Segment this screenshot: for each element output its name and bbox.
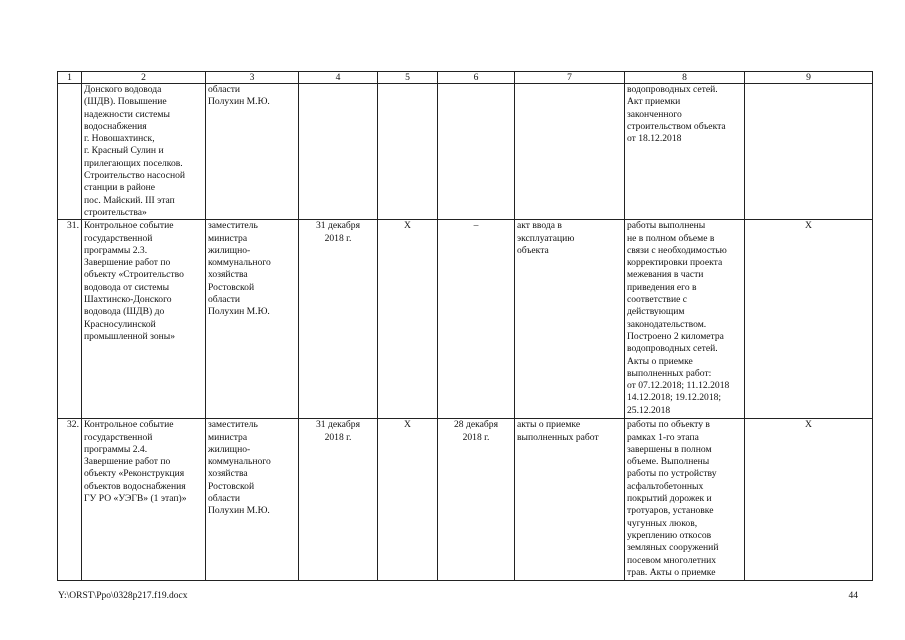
table-row bbox=[58, 419, 873, 581]
header-cell: 9 bbox=[745, 72, 873, 84]
document-cell: акты о приемке выполненных работ bbox=[515, 419, 625, 581]
row-number-cell: 32. bbox=[58, 419, 82, 581]
page-number: 44 bbox=[848, 591, 858, 601]
col5-cell bbox=[378, 84, 438, 220]
fact-date-cell bbox=[438, 84, 515, 220]
document-cell bbox=[515, 84, 625, 220]
fact-date-cell: – bbox=[438, 220, 515, 419]
responsible-cell: заместитель министра жилищно- коммунального хозяйства Ростовской области Полухин М.Ю. bbox=[206, 220, 299, 419]
row-number-cell: 31. bbox=[58, 220, 82, 419]
plan-date-cell bbox=[299, 84, 378, 220]
responsible-cell: области Полухин М.Ю. bbox=[206, 84, 299, 220]
table-header-row bbox=[58, 72, 873, 84]
document-cell: акт ввода в эксплуатацию объекта bbox=[515, 220, 625, 419]
event-cell: Контрольное событие государственной программы 2.3. Завершение работ по объекту «Строительство водовода от системы Шахтинско-Донского водовода (ШДВ) до Красносулинской промышленной зоны» bbox=[82, 220, 206, 419]
info-cell: водопроводных сетей. Акт приемки законченного строительством объекта от 18.12.2018 bbox=[625, 84, 745, 220]
header-cell: 1 bbox=[58, 72, 82, 84]
header-cell: 5 bbox=[378, 72, 438, 84]
event-cell: Донского водовода (ШДВ). Повышение надежности системы водоснабжения г. Новошахтинск, г. Красный Сулин и прилегающих поселков. Строительство насосной станции в районе пос. Майский. III этап строительства» bbox=[82, 84, 206, 220]
col5-cell: Х bbox=[378, 220, 438, 419]
header-cell: 6 bbox=[438, 72, 515, 84]
col9-cell bbox=[745, 84, 873, 220]
info-cell: работы по объекту в рамках 1-го этапа завершены в полном объеме. Выполнены работы по устройству асфальтобетонных покрытий дорожек и тротуаров, установке чугунных люков, укреплению откосов земляных сооружений посевом многолетних трав. Акты о приемке bbox=[625, 419, 745, 581]
header-cell: 8 bbox=[625, 72, 745, 84]
row-number-cell bbox=[58, 84, 82, 220]
header-cell: 2 bbox=[82, 72, 206, 84]
col9-cell: Х bbox=[745, 419, 873, 581]
table-row bbox=[58, 84, 873, 220]
plan-date-cell: 31 декабря 2018 г. bbox=[299, 220, 378, 419]
header-cell: 3 bbox=[206, 72, 299, 84]
header-cell: 4 bbox=[299, 72, 378, 84]
info-cell: работы выполнены не в полном объеме в связи с необходимостью корректировки проекта межевания в части приведения его в соответствие с действующим законодательством. Построено 2 километра водопроводных сетей. Акты о приемке выполненных работ: от 07.12.2018; 11.12.2018 14.12.2018; 19.12.2018; 25.12.2018 bbox=[625, 220, 745, 419]
report-table bbox=[57, 71, 873, 581]
event-cell: Контрольное событие государственной программы 2.4. Завершение работ по объекту «Реконструкция объектов водоснабжения ГУ РО «УЭГВ» (1 этап)» bbox=[82, 419, 206, 581]
footer-file-path: Y:\ORST\Ppo\0328p217.f19.docx bbox=[58, 591, 188, 601]
plan-date-cell: 31 декабря 2018 г. bbox=[299, 419, 378, 581]
header-cell: 7 bbox=[515, 72, 625, 84]
responsible-cell: заместитель министра жилищно- коммунального хозяйства Ростовской области Полухин М.Ю. bbox=[206, 419, 299, 581]
col5-cell: Х bbox=[378, 419, 438, 581]
table-row bbox=[58, 220, 873, 419]
col9-cell: Х bbox=[745, 220, 873, 419]
fact-date-cell: 28 декабря 2018 г. bbox=[438, 419, 515, 581]
